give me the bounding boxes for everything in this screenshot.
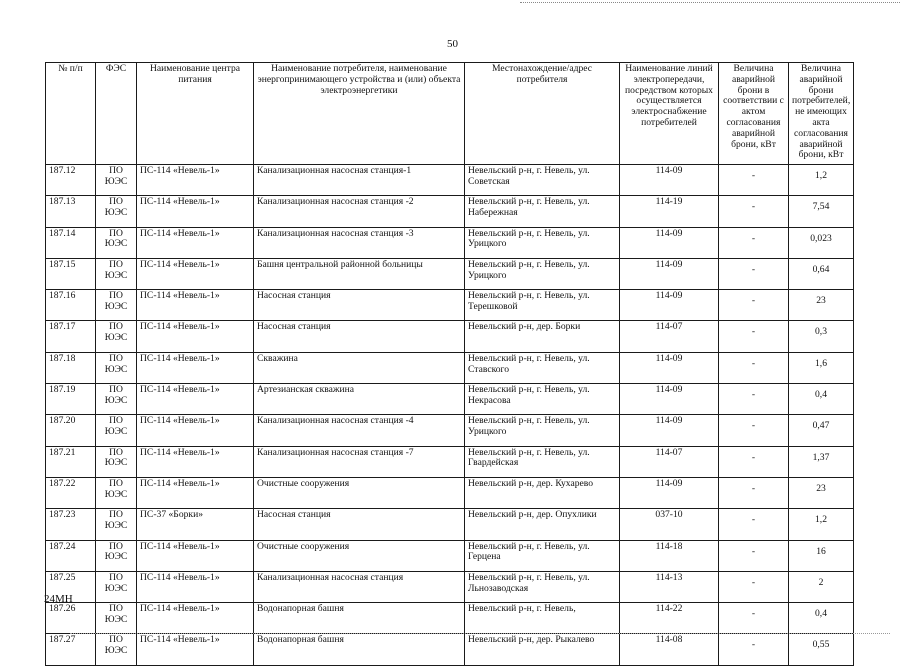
cell-consumer: Канализационная насосная станция bbox=[254, 571, 465, 602]
cell-address: Невельский р-н, г. Невель, ул. Гвардейская bbox=[465, 446, 620, 477]
cell-fes: ПО ЮЭС bbox=[96, 415, 137, 446]
cell-reserve-act: - bbox=[719, 384, 789, 415]
cell-num: 187.24 bbox=[46, 540, 96, 571]
cell-address: Невельский р-н, г. Невель, bbox=[465, 603, 620, 634]
cell-reserve-act: - bbox=[719, 352, 789, 383]
cell-fes: ПО ЮЭС bbox=[96, 571, 137, 602]
cell-reserve-no-act: 23 bbox=[789, 290, 854, 321]
cell-address: Невельский р-н, г. Невель, ул. Терешковой bbox=[465, 290, 620, 321]
cell-line: 114-09 bbox=[620, 352, 719, 383]
cell-reserve-no-act: 2 bbox=[789, 571, 854, 602]
cell-reserve-no-act: 0,4 bbox=[789, 384, 854, 415]
cell-fes: ПО ЮЭС bbox=[96, 258, 137, 289]
cell-line: 114-09 bbox=[620, 384, 719, 415]
cell-fes: ПО ЮЭС bbox=[96, 540, 137, 571]
cell-reserve-act: - bbox=[719, 603, 789, 634]
cell-address: Невельский р-н, г. Невель, ул. Льнозаводская bbox=[465, 571, 620, 602]
cell-consumer: Очистные сооружения bbox=[254, 540, 465, 571]
cell-line: 114-18 bbox=[620, 540, 719, 571]
cell-consumer: Канализационная насосная станция-1 bbox=[254, 165, 465, 196]
cell-fes: ПО ЮЭС bbox=[96, 321, 137, 352]
cell-num: 187.27 bbox=[46, 634, 96, 665]
cell-consumer: Башня центральной районной больницы bbox=[254, 258, 465, 289]
cell-reserve-act: - bbox=[719, 415, 789, 446]
cell-center: ПС-114 «Невель-1» bbox=[137, 603, 254, 634]
header-line: Наименование линий электропередачи, посредством которых осуществляется электроснабжение потребителей bbox=[620, 63, 719, 165]
header-reserve-no-act: Величина аварийной брони потребителей, не имеющих акта согласования аварийной брони, кВт bbox=[789, 63, 854, 165]
cell-reserve-act: - bbox=[719, 477, 789, 508]
cell-fes: ПО ЮЭС bbox=[96, 165, 137, 196]
cell-address: Невельский р-н, г. Невель, ул. Ставского bbox=[465, 352, 620, 383]
cell-line: 114-07 bbox=[620, 321, 719, 352]
cell-fes: ПО ЮЭС bbox=[96, 446, 137, 477]
table-row bbox=[46, 227, 854, 258]
cell-consumer: Насосная станция bbox=[254, 290, 465, 321]
cell-reserve-no-act: 7,54 bbox=[789, 196, 854, 227]
table-row bbox=[46, 290, 854, 321]
scan-edge-top bbox=[520, 2, 900, 3]
cell-center: ПС-114 «Невель-1» bbox=[137, 384, 254, 415]
cell-consumer: Водонапорная башня bbox=[254, 634, 465, 665]
cell-consumer: Очистные сооружения bbox=[254, 477, 465, 508]
cell-line: 114-09 bbox=[620, 477, 719, 508]
cell-address: Невельский р-н, г. Невель, ул. Набережная bbox=[465, 196, 620, 227]
cell-line: 114-22 bbox=[620, 603, 719, 634]
table-row bbox=[46, 540, 854, 571]
cell-reserve-act: - bbox=[719, 571, 789, 602]
cell-line: 037-10 bbox=[620, 509, 719, 540]
cell-address: Невельский р-н, г. Невель, ул. Урицкого bbox=[465, 415, 620, 446]
header-num: № п/п bbox=[46, 63, 96, 165]
table-row bbox=[46, 258, 854, 289]
header-address: Местонахождение/адрес потребителя bbox=[465, 63, 620, 165]
cell-line: 114-09 bbox=[620, 258, 719, 289]
cell-num: 187.21 bbox=[46, 446, 96, 477]
cell-reserve-no-act: 0,4 bbox=[789, 603, 854, 634]
cell-consumer: Скважина bbox=[254, 352, 465, 383]
table-row bbox=[46, 321, 854, 352]
cell-num: 187.20 bbox=[46, 415, 96, 446]
cell-fes: ПО ЮЭС bbox=[96, 384, 137, 415]
cell-reserve-no-act: 1,6 bbox=[789, 352, 854, 383]
cell-num: 187.23 bbox=[46, 509, 96, 540]
cell-address: Невельский р-н, дер. Борки bbox=[465, 321, 620, 352]
cell-consumer: Насосная станция bbox=[254, 321, 465, 352]
cell-line: 114-08 bbox=[620, 634, 719, 665]
cell-fes: ПО ЮЭС bbox=[96, 227, 137, 258]
cell-fes: ПО ЮЭС bbox=[96, 634, 137, 665]
cell-consumer: Артезианская скважина bbox=[254, 384, 465, 415]
table-row bbox=[46, 446, 854, 477]
cell-line: 114-09 bbox=[620, 415, 719, 446]
table-row bbox=[46, 477, 854, 508]
table-row bbox=[46, 603, 854, 634]
cell-line: 114-09 bbox=[620, 227, 719, 258]
cell-center: ПС-37 «Борки» bbox=[137, 509, 254, 540]
cell-num: 187.17 bbox=[46, 321, 96, 352]
cell-center: ПС-114 «Невель-1» bbox=[137, 321, 254, 352]
table-header-row bbox=[46, 63, 854, 165]
footer-code: 24MH bbox=[44, 593, 73, 605]
table-row bbox=[46, 509, 854, 540]
cell-consumer: Канализационная насосная станция -4 bbox=[254, 415, 465, 446]
cell-consumer: Канализационная насосная станция -7 bbox=[254, 446, 465, 477]
cell-line: 114-09 bbox=[620, 165, 719, 196]
cell-line: 114-13 bbox=[620, 571, 719, 602]
cell-reserve-act: - bbox=[719, 540, 789, 571]
cell-fes: ПО ЮЭС bbox=[96, 509, 137, 540]
table-row bbox=[46, 571, 854, 602]
cell-center: ПС-114 «Невель-1» bbox=[137, 540, 254, 571]
cell-num: 187.14 bbox=[46, 227, 96, 258]
cell-fes: ПО ЮЭС bbox=[96, 477, 137, 508]
cell-reserve-act: - bbox=[719, 509, 789, 540]
cell-reserve-no-act: 0,55 bbox=[789, 634, 854, 665]
header-reserve-act: Величина аварийной брони в соответствии с актом согласования аварийной брони, кВт bbox=[719, 63, 789, 165]
cell-fes: ПО ЮЭС bbox=[96, 603, 137, 634]
cell-center: ПС-114 «Невель-1» bbox=[137, 227, 254, 258]
cell-address: Невельский р-н, г. Невель, ул. Герцена bbox=[465, 540, 620, 571]
table-row bbox=[46, 415, 854, 446]
cell-reserve-act: - bbox=[719, 227, 789, 258]
cell-center: ПС-114 «Невель-1» bbox=[137, 290, 254, 321]
reserve-table bbox=[45, 62, 854, 666]
cell-num: 187.15 bbox=[46, 258, 96, 289]
cell-reserve-no-act: 0,47 bbox=[789, 415, 854, 446]
cell-num: 187.25 bbox=[46, 571, 96, 602]
header-fes: ФЭС bbox=[96, 63, 137, 165]
table-row bbox=[46, 196, 854, 227]
cell-reserve-no-act: 0,023 bbox=[789, 227, 854, 258]
cell-address: Невельский р-н, г. Невель, ул. Некрасова bbox=[465, 384, 620, 415]
cell-address: Невельский р-н, дер. Рыкалево bbox=[465, 634, 620, 665]
header-center: Наименование центра питания bbox=[137, 63, 254, 165]
cell-center: ПС-114 «Невель-1» bbox=[137, 446, 254, 477]
cell-num: 187.19 bbox=[46, 384, 96, 415]
cell-center: ПС-114 «Невель-1» bbox=[137, 634, 254, 665]
table-row bbox=[46, 165, 854, 196]
cell-reserve-no-act: 1,2 bbox=[789, 509, 854, 540]
cell-center: ПС-114 «Невель-1» bbox=[137, 352, 254, 383]
cell-num: 187.13 bbox=[46, 196, 96, 227]
cell-address: Невельский р-н, г. Невель, ул. Урицкого bbox=[465, 227, 620, 258]
cell-address: Невельский р-н, дер. Кухарево bbox=[465, 477, 620, 508]
cell-num: 187.22 bbox=[46, 477, 96, 508]
cell-reserve-act: - bbox=[719, 196, 789, 227]
cell-line: 114-07 bbox=[620, 446, 719, 477]
cell-num: 187.26 bbox=[46, 603, 96, 634]
cell-fes: ПО ЮЭС bbox=[96, 290, 137, 321]
cell-address: Невельский р-н, г. Невель, ул. Советская bbox=[465, 165, 620, 196]
cell-reserve-act: - bbox=[719, 258, 789, 289]
cell-consumer: Канализационная насосная станция -3 bbox=[254, 227, 465, 258]
cell-address: Невельский р-н, дер. Опухлики bbox=[465, 509, 620, 540]
scan-edge-bottom bbox=[70, 633, 890, 634]
cell-center: ПС-114 «Невель-1» bbox=[137, 165, 254, 196]
cell-num: 187.16 bbox=[46, 290, 96, 321]
cell-reserve-act: - bbox=[719, 290, 789, 321]
cell-reserve-act: - bbox=[719, 446, 789, 477]
header-consumer: Наименование потребителя, наименование энергопринимающего устройства и (или) объекта электроэнергетики bbox=[254, 63, 465, 165]
cell-center: ПС-114 «Невель-1» bbox=[137, 196, 254, 227]
cell-num: 187.18 bbox=[46, 352, 96, 383]
cell-reserve-act: - bbox=[719, 634, 789, 665]
cell-reserve-act: - bbox=[719, 165, 789, 196]
cell-reserve-no-act: 23 bbox=[789, 477, 854, 508]
cell-reserve-no-act: 0,64 bbox=[789, 258, 854, 289]
cell-line: 114-09 bbox=[620, 290, 719, 321]
table-row bbox=[46, 634, 854, 665]
cell-reserve-act: - bbox=[719, 321, 789, 352]
cell-address: Невельский р-н, г. Невель, ул. Урицкого bbox=[465, 258, 620, 289]
cell-consumer: Водонапорная башня bbox=[254, 603, 465, 634]
cell-reserve-no-act: 1,37 bbox=[789, 446, 854, 477]
table-row bbox=[46, 352, 854, 383]
cell-line: 114-19 bbox=[620, 196, 719, 227]
cell-num: 187.12 bbox=[46, 165, 96, 196]
cell-center: ПС-114 «Невель-1» bbox=[137, 571, 254, 602]
cell-reserve-no-act: 16 bbox=[789, 540, 854, 571]
cell-reserve-no-act: 0,3 bbox=[789, 321, 854, 352]
cell-consumer: Насосная станция bbox=[254, 509, 465, 540]
page-number: 50 bbox=[447, 38, 458, 50]
table-row bbox=[46, 384, 854, 415]
cell-center: ПС-114 «Невель-1» bbox=[137, 415, 254, 446]
cell-reserve-no-act: 1,2 bbox=[789, 165, 854, 196]
cell-center: ПС-114 «Невель-1» bbox=[137, 477, 254, 508]
cell-fes: ПО ЮЭС bbox=[96, 196, 137, 227]
cell-center: ПС-114 «Невель-1» bbox=[137, 258, 254, 289]
cell-consumer: Канализационная насосная станция -2 bbox=[254, 196, 465, 227]
cell-fes: ПО ЮЭС bbox=[96, 352, 137, 383]
